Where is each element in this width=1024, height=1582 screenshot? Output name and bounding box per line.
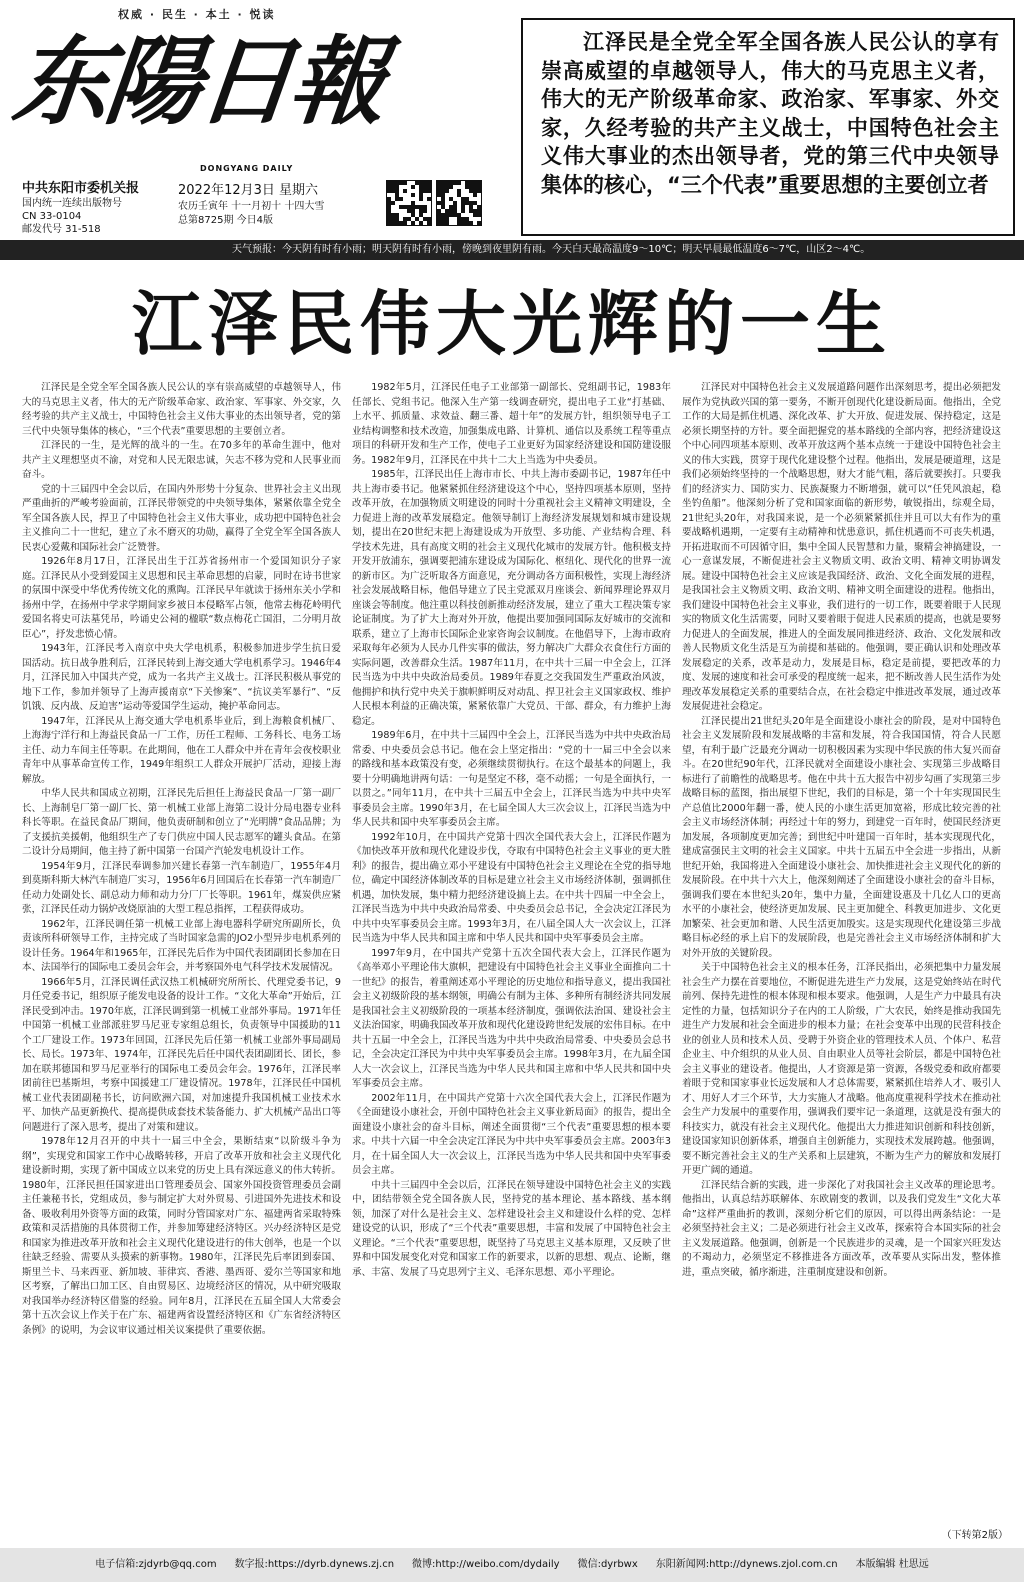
article-paragraph: 1954年9月，江泽民奉调参加兴建长春第一汽车制造厂，1955年4月到莫斯科斯大林汽车制造厂实习，1956年6月回国后在长春第一汽车制造厂任动力处副处长、副总动力师和动力分厂厂长等职。1961年，煤炭供应紧张，江泽民任动力锅炉改烧原油的大型工程总指挥，工程获得成功。 <box>22 860 341 915</box>
article-paragraph: 1978年12月召开的中共十一届三中全会，果断结束“以阶级斗争为纲”，实现党和国家工作中心战略转移，开启了改革开放和社会主义现代化建设新时期，实现了新中国成立以来党的历史上具有深远意义的伟大转折。1980年，江泽民担任国家进出口管理委员会、国家外国投资管理委员会副主任兼秘书长，党组成员，参与制定扩大对外贸易、引进国外先进技术和设备、吸收利用外资等方面的政策，同时分管国家对广东、福建两省采取特殊政策和灵活措施的具体贯彻工作，并参加筹建经济特区。兴办经济特区是党和国家为推进改革开放和社会主义现代化建设进行的伟大创举，也是一个以往缺乏经验、需要从头摸索的新事物。1980年，江泽民先后率团到泰国、斯里兰卡、马来西亚、新加坡、菲律宾、香港、墨西哥、爱尔兰等国家和地区考察，了解出口加工区、自由贸易区、边境经济区的情况，从中研究吸取对我国举办经济特区借鉴的经验。同年8月，江泽民在五届全国人大常委会第十五次会议上作关于在广东、福建两省设置经济特区和《广东省经济特区条例》的说明，为会议审议通过相关议案提供了重要依据。 <box>22 1136 341 1336</box>
qr-module <box>473 193 477 197</box>
article-paragraph: 江泽民提出21世纪头20年是全面建设小康社会的阶段，是对中国特色社会主义发展阶段和发展战略的丰富和发展，符合我国国情，符合人民愿望，有利于最广泛最充分调动一切积极因素为实现中华民族的伟大复兴而奋斗。在20世纪90年代，江泽民就对全面建设小康社会、实现第三步战略目标进行了前瞻性的战略思考。他在中共十五大报告中初步勾画了实现第三步战略目标的蓝图，指出展望下世纪，我们的目标是，第一个十年实现国民生产总值比2000年翻一番，使人民的小康生活更加宽裕，形成比较完善的社会主义市场经济体制；再经过十年的努力，到建党一百年时，使国民经济更加发展，各项制度更加完善；到世纪中叶建国一百年时，基本实现现代化，建成富强民主文明的社会主义国家。中共十五届五中全会进一步指出，从新世纪开始，我国将进入全面建设小康社会、加快推进社会主义现代化的新的发展阶段。在中共十六大上，他深刻阐述了全面建设小康社会的奋斗目标，强调我们要在本世纪头20年，集中力量，全面建设惠及十几亿人口的更高水平的小康社会，使经济更加发展、民主更加健全、科教更加进步、文化更加繁荣、社会更加和谐、人民生活更加殷实。这是实现现代化建设第三步战略目标必经的承上启下的发展阶段，也是完善社会主义市场经济体制和扩大对外开放的关键阶段。 <box>682 715 1001 959</box>
article-paragraph: 江泽民是全党全军全国各族人民公认的享有崇高威望的卓越领导人，伟大的马克思主义者，伟大的无产阶级革命家、政治家、军事家、外交家，久经考验的共产主义战士，中国特色社会主义伟大事业的杰出领导者，党的第三代中央领导集体的核心，“三个代表”重要思想的主要创立者。 <box>22 382 341 437</box>
qr-module <box>403 189 407 193</box>
qr-module <box>411 185 415 189</box>
slogan: 权威 · 民生 · 本土 · 悦读 <box>118 8 276 21</box>
issue-date: 2022年12月3日 星期六 <box>178 183 319 198</box>
paper-info <box>22 180 172 236</box>
article-paragraph: 1997年9月，在中国共产党第十五次全国代表大会上，江泽民作题为《高举邓小平理论伟大旗帜，把建设有中国特色社会主义事业全面推向二十一世纪》的报告，着重阐述邓小平理论的历史地位和指导意义，提出我国社会主义初级阶段的基本纲领，明确公有制为主体、多种所有制经济共同发展是我国社会主义初级阶段的一项基本经济制度，强调依法治国、建设社会主义法治国家，明确我国改革开放和现代化建设跨世纪发展的宏伟目标。在中共十五届一中全会上，江泽民当选为中共中央政治局常委、中央委员会总书记，全会决定江泽民为中共中央军事委员会主席。1998年3月，在九届全国人大一次会议上，江泽民当选为中华人民共和国主席和中华人民共和国中央军事委员会主席。 <box>352 947 671 1089</box>
article-paragraph: 1926年8月17日，江泽民出生于江苏省扬州市一个爱国知识分子家庭。江泽民从小受到爱国主义思想和民主革命思想的启蒙，同时在诗书世家的氛围中深受中华优秀传统文化的熏陶。江泽民早年就读于扬州东关小学和扬州中学，在扬州中学求学期间家乡被日本侵略军占领，他常去梅花岭明代爱国名将史可法墓凭吊，吟诵史公祠的楹联“数点梅花亡国泪，二分明月故臣心”，抒发悲愤心情。 <box>22 556 341 640</box>
issn-line: 国内统一连续出版物号 <box>22 198 122 209</box>
qr-code-icon[interactable] <box>386 180 432 226</box>
article-paragraph: 党的十三届四中全会以后，在国内外形势十分复杂、世界社会主义出现严重曲折的严峻考验面前，江泽民带领党的中央领导集体，紧紧依靠全党全军全国各族人民，捍卫了中国特色社会主义伟大事业，成功把中国特色社会主义推向二十一世纪，建立了永不磨灭的功勋，赢得了全党全军全国各族人民衷心爱戴和国际社会广泛赞誉。 <box>22 483 341 553</box>
qr-module <box>419 221 423 225</box>
article-paragraph: 中华人民共和国成立初期，江泽民先后担任上海益民食品一厂第一副厂长、上海制皂厂第一副厂长、第一机械工业部上海第二设计分局电器专业科科长等职。在益民食品厂期间，他负责研制和创立了“光明牌”食品品牌；为了支援抗美援朝，他组织生产了专门供应中国人民志愿军的罐头食品。在第二设计分局期间，他主持了新中国第一台国产汽轮发电机设计工作。 <box>22 788 341 857</box>
article-column-2 <box>352 381 671 1543</box>
qr-module <box>403 181 407 185</box>
qr-module <box>411 193 415 197</box>
qr-module <box>445 189 449 193</box>
qr-module <box>449 185 453 189</box>
qr-module <box>427 189 431 193</box>
article-paragraph: 1992年10月，在中国共产党第十四次全国代表大会上，江泽民作题为《加快改革开放和现代化建设步伐，夺取有中国特色社会主义事业的更大胜利》的报告，提出确立邓小平建设有中国特色社会主义理论在全党的指导地位，确定中国经济体制改革的目标是建立社会主义市场经济体制，强调抓住机遇，加快发展，集中精力把经济建设搞上去。在中共十四届一中全会上，江泽民当选为中共中央政治局常委、中央委员会总书记，全会决定江泽民为中共中央军事委员会主席。1993年3月，在八届全国人大一次会议上，江泽民当选为中华人民共和国主席和中华人民共和国中央军事委员会主席。 <box>352 831 671 944</box>
qr-module <box>427 197 431 201</box>
qr-module <box>477 213 481 217</box>
qr-module <box>391 201 395 205</box>
qr-module <box>477 221 481 225</box>
qr-module <box>419 197 423 201</box>
article-paragraph: 2002年11月，在中国共产党第十六次全国代表大会上，江泽民作题为《全面建设小康社会，开创中国特色社会主义事业新局面》的报告，提出全面建设小康社会的奋斗目标，阐述全面贯彻“三个代表”重要思想的根本要求。中共十六届一中全会决定江泽民为中共中央军事委员会主席。2003年3月，在十届全国人大一次会议上，江泽民当选为中华人民共和国中央军事委员会主席。 <box>352 1092 671 1176</box>
article-paragraph: 1947年，江泽民从上海交通大学电机系毕业后，到上海粮食机械厂、上海海宁洋行和上海益民食品一厂工作，历任工程师、工务科长、电务工场主任、动力车间主任等职。在此期间，他在工人群众中并在青年会夜校职业青年中从事革命宣传工作，1949年组织工人群众开展护厂活动，迎接上海解放。 <box>22 715 341 785</box>
article-paragraph: 1982年5月，江泽民任电子工业部第一副部长、党组副书记，1983年任部长、党组书记。他深入生产第一线调查研究，提出电子工业“打基础、上水平、抓质量、求效益、翻三番、超十年”的发展方针，组织领导电子工业结构调整和技术改造，加强集成电路、计算机、通信以及系统工程等重点项目的科研开发和生产工作，使电子工业更好为国家经济建设和国防建设服务。1982年9月，江泽民在中共十二大上当选为中央委员。 <box>352 382 671 466</box>
issue-number: 总第8725期 今日4版 <box>178 215 273 226</box>
qr-module <box>427 221 431 225</box>
footer-editor: 本版编辑 杜思远 <box>855 1559 929 1570</box>
qr-module <box>461 209 465 213</box>
qr-module <box>477 189 481 193</box>
qr-module <box>457 181 461 185</box>
footer-website[interactable]: 东阳新闻网:http://dynews.zjol.com.cn <box>655 1559 838 1570</box>
footer-weibo[interactable]: 微博:http://weibo.com/dydaily <box>412 1559 560 1570</box>
cn-number: CN 33-0104 <box>22 211 82 222</box>
article-paragraph: 关于中国特色社会主义的根本任务，江泽民指出，必须把集中力量发展社会生产力摆在首要地位，不断促进先进生产力发展，这是党始终站在时代前列、保持先进性的根本体现和根本要求。他强调，人是生产力中最具有决定性的力量，包括知识分子在内的工人阶级，广大农民，始终是推动我国先进生产力发展和社会全面进步的根本力量；在社会变革中出现的民营科技企业的创业人员和技术人员、受聘于外资企业的管理技术人员、个体户、私营企业主、中介组织的从业人员、自由职业人员等社会阶层，都是中国特色社会主义事业的建设者。他提出，人才资源是第一资源，各级党委和政府都要着眼于党和国家事业长远发展和人才总体需要，紧紧抓住培养人才、吸引人才、用好人才三个环节，大力实施人才战略。他高度重视科学技术在推动社会生产力发展中的重要作用，强调我们要牢记一条道理，这就是没有强大的科技实力，就没有社会主义现代化。他提出大力推进知识创新和科技创新，建设国家知识创新体系，增强自主创新能力，实现技术发展跨越。他强调，要不断完善社会主义的生产关系和上层建筑，不断为生产力的解放和发展打开更广阔的通道。 <box>682 962 1001 1176</box>
date-block <box>178 182 378 228</box>
post-code: 邮发代号 31-518 <box>22 224 101 235</box>
article-column-3 <box>682 381 1001 1543</box>
qr-module <box>423 209 427 213</box>
newspaper-logo[interactable] <box>8 18 414 146</box>
qr-module <box>403 221 407 225</box>
page-headline: 江泽民伟大光辉的一生 <box>132 283 892 365</box>
continued-note: （下转第2版） <box>941 1530 1008 1541</box>
article-paragraph: 1985年，江泽民出任上海市市长、中共上海市委副书记，1987年任中共上海市委书记。他紧紧抓住经济建设这个中心，坚持四项基本原则，坚持改革开放，在加强物质文明建设的同时十分重视社会主义精神文明建设，全力促进上海的改革发展稳定。他领导制订上海经济发展规划和城市建设规划，提出在20世纪末把上海建设成为开放型、多功能、产业结构合理、科学技术先进，具有高度文明的社会主义现代化城市的发展方针。他积极支持开发开放浦东，强调要把浦东建设成为国际化、枢纽化、现代化的世界一流的新市区。为广泛听取各方面意见，充分调动各方面积极性，实现上海经济社会发展战略目标，他倡导建立了民主党派双月座谈会、新闻界理论界双月座谈会等制度。他注重以科技创新推动经济发展，建立了重大工程决策专家论证制度。为了扩大上海对外开放，他提出要加强同国际友好城市的交流和联系，建立了上海市长国际企业家咨询会议制度。在他倡导下，上海市政府采取每年必须为人民办几件实事的做法，努力解决广大群众衣食住行方面的实际问题，改善群众生活。1987年11月，在中共十三届一中全会上，江泽民当选为中共中央政治局委员。1989年春夏之交我国发生严重政治风波，他拥护和执行党中央关于旗帜鲜明反对动乱、捍卫社会主义国家政权、维护人民根本利益的正确决策，紧紧依靠广大党员、干部、群众，有力维护上海稳定。 <box>352 469 671 727</box>
qr-module <box>399 197 403 201</box>
footer-bar <box>0 1548 1024 1582</box>
weather-bar: 天气预报：今天阴有时有小雨；明天阴有时有小雨，傍晚到夜里阴有雨。今天白天最高温度9～10℃；明天早晨最低温度6～7℃，山区2～4℃。 <box>0 240 1024 260</box>
footer-digital-edition[interactable]: 数字报:https://dyrb.dynews.zj.cn <box>234 1559 395 1570</box>
article-paragraph: 江泽民结合新的实践，进一步深化了对我国社会主义改革的理论思考。他指出，认真总结苏联解体、东欧剧变的教训，以及我们党发生“文化大革命”这样严重曲折的教训，深刻分析它们的原因，可以得出两条结论：一是必须坚持社会主义；二是必须进行社会主义改革，探索符合本国实际的社会主义发展道路。他强调，创新是一个民族进步的灵魂，是一个国家兴旺发达的不竭动力，必须坚定不移推进各方面改革，改革要从实际出发，整体推进，重点突破，循序渐进，注重制度建设和创新。 <box>682 1179 1001 1278</box>
qr-code-icon[interactable] <box>436 180 482 226</box>
qr-module <box>445 221 449 225</box>
article-paragraph: 1962年，江泽民调任第一机械工业部上海电器科学研究所副所长，负责该所科研领导工作，主持完成了当时国家急需的JO2小型异步电机系列的设计任务。1964年和1965年，江泽民先后作为中国代表团副团长参加在日本、法国举行的国际电工委员会年会，并考察国外电气科学技术发展情况。 <box>22 918 341 973</box>
article-paragraph: 1989年6月，在中共十三届四中全会上，江泽民当选为中共中央政治局常委、中央委员会总书记。他在会上坚定指出：“党的十一届三中全会以来的路线和基本政策没有变，必须继续贯彻执行。在这个最基本的问题上，我要十分明确地讲两句话：一句是坚定不移，毫不动摇；一句是全面执行，一以贯之。”同年11月，在中共十三届五中全会上，江泽民当选为中共中央军事委员会主席。1990年3月，在七届全国人大三次会议上，江泽民当选为中华人民共和国中央军事委员会主席。 <box>352 730 671 828</box>
lead-summary-box: 江泽民是全党全军全国各族人民公认的享有崇高威望的卓越领导人，伟大的马克思主义者，伟大的无产阶级革命家、政治家、军事家、外交家，久经考验的共产主义战士，中国特色社会主义伟大事业的杰出领导者，党的第三代中央领导集体的核心，“三个代表”重要思想的主要创立者 <box>521 18 1015 236</box>
article-paragraph: 江泽民的一生，是光辉的战斗的一生。在70多年的革命生涯中，他对共产主义理想坚贞不渝，对党和人民无限忠诚，矢志不移为党和人民事业而奋斗。 <box>22 440 341 480</box>
footer-email[interactable]: 电子信箱:zjdyrb@qq.com <box>95 1559 217 1570</box>
masthead <box>0 0 1024 240</box>
article-paragraph: 江泽民对中国特色社会主义发展道路问题作出深刻思考，提出必须把发展作为党执政兴国的第一要务，不断开创现代化建设新局面。他指出，全党工作的大局是抓住机遇、深化改革、扩大开放、促进发展、保持稳定，这是必须长期坚持的方针。要全面把握党的基本路线的全部内容，把经济建设这个中心同四项基本原则、改革开放这两个基本点统一于建设中国特色社会主义的伟大实践，贯穿于现代化建设整个过程。他指出，发展是硬道理，这是我们必须始终坚持的一个战略思想，财大才能气粗，落后就要挨打。只要我们的经济实力、国防实力、民族凝聚力不断增强，就可以“任凭风浪起，稳坐钓鱼船”。他深刻分析了党和国家面临的新形势，敏锐指出，综观全局，21世纪头20年，对我国来说，是一个必须紧紧抓住并且可以大有作为的重要战略机遇期，一定要有主动精神和忧患意识，抓住机遇而不可丧失机遇，开拓进取而不可因循守旧，集中全国人民智慧和力量，聚精会神搞建设，一心一意谋发展，不断促进社会主义物质文明、政治文明、精神文明协调发展。建设中国特色社会主义应该是我国经济、政治、文化全面发展的进程，是我国社会主义物质文明、政治文明、精神文明全面建设的进程。他指出，我们建设中国特色社会主义事业，我们进行的一切工作，既要着眼于人民现实的物质文化生活需要，同时又要着眼于促进人民素质的提高，也就是要努力促进人的全面发展，推进人的全面发展同推进经济、政治、文化发展和改善人民物质文化生活是互为前提和基础的。他强调，要正确认识和处理改革发展稳定的关系，改革是动力，发展是目标，稳定是前提，要把改革的力度、发展的速度和社会可承受的程度统一起来，把不断改善人民生活作为处理改革发展稳定关系的重要结合点，在社会稳定中推进改革发展，通过改革发展促进社会稳定。 <box>682 382 1001 712</box>
lunar-date: 农历壬寅年 十一月初十 十四大雪 <box>178 201 325 212</box>
qr-module <box>469 221 473 225</box>
organ-name: 中共东阳市委机关报 <box>22 181 140 196</box>
article-column-1 <box>22 381 341 1543</box>
article-paragraph: 1943年，江泽民考入南京中央大学电机系，积极参加进步学生抗日爱国活动。抗日战争胜利后，江泽民转到上海交通大学电机系学习。1946年4月，江泽民加入中国共产党，成为一名共产主义战士。江泽民积极从事党的地下工作，参加并领导了上海声援南京“下关惨案”、“抗议美军暴行”、“反饥饿、反内战、反迫害”运动等爱国学生运动，掩护革命同志。 <box>22 643 341 712</box>
logo-english: DONGYANG DAILY <box>200 164 294 173</box>
article-paragraph: 1966年5月，江泽民调任武汉热工机械研究所所长、代理党委书记，9月任党委书记，组织原子能发电设备的设计工作。“文化大革命”开始后，江泽民受到冲击。1970年底，江泽民调到第一机械工业部外事局。1971年任中国第一机械工业部派驻罗马尼亚专家组总组长，负责领导中国援助的11个工厂建设工作。1973年回国，江泽民先后任第一机械工业部外事局副局长、局长。1973年、1974年，江泽民先后任中国代表团副团长、团长，参加在联邦德国和罗马尼亚举行的国际电工委员会年会。1976年，江泽民率团前往巴基斯坦，考察中国援建工厂建设情况。1978年，江泽民任中国机械工业代表团副秘书长，访问欧洲六国，对加速提升我国机械工业技术水平、加快产品更新换代、提高提供成套技术装备能力、扩大机械产品出口等问题进行了深入思考，提出了对策和建议。 <box>22 976 341 1133</box>
qr-module <box>411 221 415 225</box>
footer-wechat[interactable]: 微信:dyrbwx <box>577 1559 638 1570</box>
logo-text: 东陽日報 <box>8 25 388 138</box>
article-paragraph: 中共十三届四中全会以后，江泽民在领导建设中国特色社会主义的实践中，团结带领全党全国各族人民，坚持党的基本理论、基本路线、基本纲领，加深了对什么是社会主义、怎样建设社会主义和建设什么样的党、怎样建设党的认识，形成了“三个代表”重要思想，丰富和发展了中国特色社会主义理论。“三个代表”重要思想，既坚持了马克思主义基本原理，又反映了世界和中国发展变化对党和国家工作的新要求，以新的思想、观点、论断，继承、丰富、发展了马克思列宁主义、毛泽东思想、邓小平理论。 <box>352 1179 671 1278</box>
